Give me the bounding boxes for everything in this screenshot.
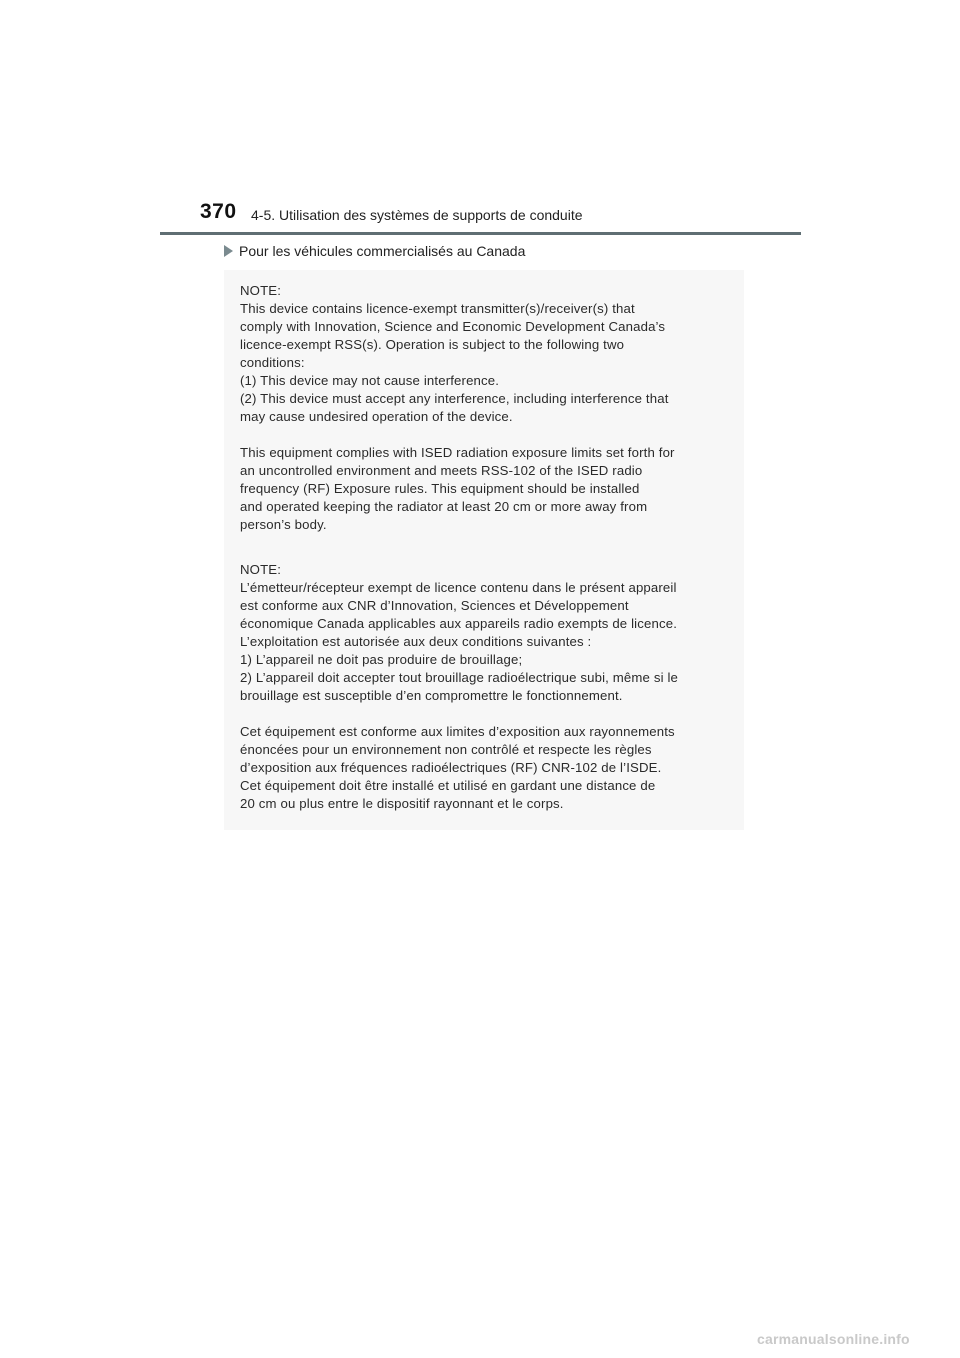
notice-line: frequency (RF) Exposure rules. This equipment should be installed [240,481,640,496]
notice-line: This equipment complies with ISED radiation exposure limits set forth for [240,445,675,460]
notice-line: comply with Innovation, Science and Economic Development Canada’s [240,319,666,334]
notice-line: Cet équipement doit être installé et utilisé en gardant une distance de [240,778,656,793]
notice-line: licence-exempt RSS(s). Operation is subject to the following two [240,337,625,352]
notice-line: NOTE: [240,283,282,298]
running-header: 4-5. Utilisation des systèmes de supports de conduite [251,207,583,223]
notice-line: and operated keeping the radiator at least 20 cm or more away from [240,499,648,514]
notice-line: (2) This device must accept any interference, including interference that [240,391,669,406]
regulatory-notice-text [240,282,740,813]
notice-line: économique Canada applicables aux appareils radio exempts de licence. [240,616,678,631]
notice-line: d’exposition aux fréquences radioélectriques (RF) CNR-102 de l’ISDE. [240,760,662,775]
notice-line: 1) L’appareil ne doit pas produire de brouillage; [240,652,523,667]
notice-line: This device contains licence-exempt transmitter(s)/receiver(s) that [240,301,635,316]
watermark: carmanualsonline.info [757,1331,910,1347]
paragraph-gap [240,705,740,723]
paragraph-gap [240,426,740,444]
notice-line: conditions: [240,355,305,370]
notice-line: an uncontrolled environment and meets RSS-102 of the ISED radio [240,463,643,478]
notice-line: may cause undesired operation of the device. [240,409,513,424]
notice-line: L’émetteur/récepteur exempt de licence contenu dans le présent appareil [240,580,677,595]
section-heading-text: Pour les véhicules commercialisés au Canada [239,243,526,259]
header-divider [160,232,801,235]
regulatory-notice-image [224,270,744,830]
notice-line: person’s body. [240,517,327,532]
page-number: 370 [200,200,237,223]
notice-line: est conforme aux CNR d’Innovation, Sciences et Développement [240,598,629,613]
notice-line: énoncées pour un environnement non contrôlé et respecte les règles [240,742,652,757]
notice-line: Cet équipement est conforme aux limites d’exposition aux rayonnements [240,724,675,739]
triangle-right-icon [224,245,233,257]
notice-line: 20 cm ou plus entre le dispositif rayonnant et le corps. [240,796,564,811]
notice-line: 2) L’appareil doit accepter tout brouillage radioélectrique subi, même si le [240,670,679,685]
section-heading [224,243,525,259]
notice-line: NOTE: [240,562,282,577]
paragraph-gap [240,534,740,561]
notice-line: brouillage est susceptible d’en compromettre le fonctionnement. [240,688,623,703]
notice-line: (1) This device may not cause interference. [240,373,500,388]
notice-line: L’exploitation est autorisée aux deux conditions suivantes : [240,634,592,649]
